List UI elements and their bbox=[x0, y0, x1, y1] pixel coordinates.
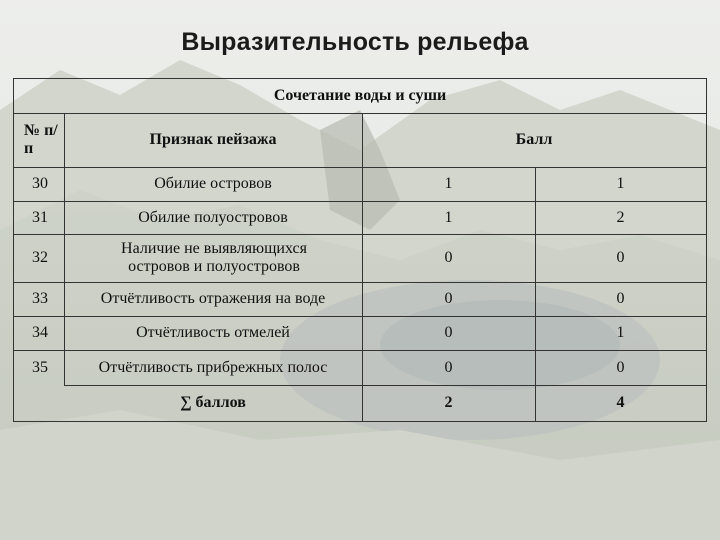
header-score: Балл bbox=[515, 131, 553, 148]
row-number: 34 bbox=[32, 324, 48, 341]
row-feature: Отчётливость отмелей bbox=[136, 324, 290, 341]
row-score-a: 1 bbox=[444, 208, 453, 226]
row-number: 32 bbox=[32, 249, 48, 266]
row-number: 31 bbox=[32, 208, 48, 226]
row-score-a: 0 bbox=[444, 358, 453, 376]
row-feature: Наличие не выявляющихся островов и полуостровов bbox=[121, 240, 307, 275]
row-number: 35 bbox=[32, 358, 48, 376]
row-number: 30 bbox=[32, 175, 48, 192]
row-score-b: 2 bbox=[616, 208, 625, 226]
row-number: 33 bbox=[32, 290, 48, 307]
row-score-b: 1 bbox=[616, 175, 625, 192]
row-feature: Обилие островов bbox=[154, 175, 272, 192]
total-score-b: 4 bbox=[616, 394, 625, 411]
total-label: ∑ баллов bbox=[180, 394, 246, 411]
row-score-a: 0 bbox=[444, 324, 453, 341]
row-score-b: 0 bbox=[616, 249, 625, 266]
table-caption: Сочетание воды и суши bbox=[273, 87, 447, 104]
relief-table bbox=[13, 78, 707, 422]
row-score-b: 0 bbox=[616, 358, 625, 376]
row-score-a: 0 bbox=[444, 249, 453, 266]
row-feature: Обилие полуостровов bbox=[138, 208, 288, 226]
row-feature: Отчётливость отражения на воде bbox=[100, 290, 326, 307]
page-title: Выразительность рельефа bbox=[181, 28, 529, 56]
total-score-a: 2 bbox=[444, 394, 453, 411]
row-feature: Отчётливость прибрежных полос bbox=[98, 358, 328, 376]
row-score-b: 1 bbox=[616, 324, 625, 341]
header-feature: Признак пейзажа bbox=[149, 131, 277, 148]
header-number: № п/п bbox=[24, 122, 58, 157]
row-score-a: 0 bbox=[444, 290, 453, 307]
row-score-b: 0 bbox=[616, 290, 625, 307]
row-score-a: 1 bbox=[444, 175, 453, 192]
